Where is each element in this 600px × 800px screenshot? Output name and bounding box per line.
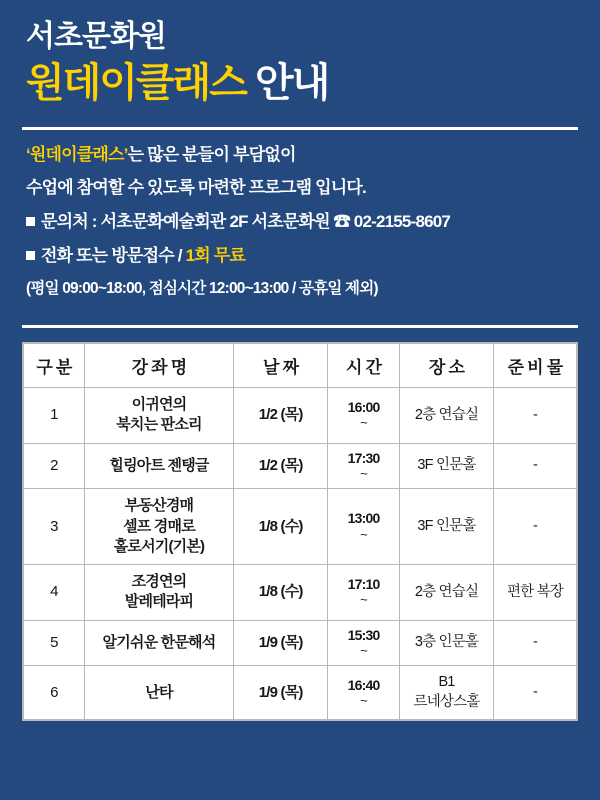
table-row (24, 565, 577, 621)
cell-time-value: 13:00 (347, 510, 380, 527)
application-text: 전화 또는 방문접수 / (41, 246, 186, 266)
description-line-1 (26, 144, 574, 167)
cell-date: 1/2 (목) (234, 388, 328, 444)
description-line-2: 수업에 참여할 수 있도록 마련한 프로그램 입니다. (26, 178, 366, 198)
cell-time (328, 666, 400, 720)
office-hours: (평일 09:00~18:00, 점심시간 12:00~13:00 / 공휴일 제외) (26, 280, 378, 298)
cell-date: 1/9 (목) (234, 666, 328, 720)
contact-text: 문의처 : 서초문화예술회관 2F 서초문화원 ☎ 02-2155-8607 (41, 212, 451, 232)
cell-place: B1 르네상스홀 (400, 666, 494, 720)
class-schedule-table (22, 342, 578, 721)
cell-place: 3F 인문홀 (400, 489, 494, 565)
cell-time-tilde: ~ (360, 692, 367, 708)
cell-time (328, 489, 400, 565)
cell-time-tilde: ~ (360, 526, 367, 542)
poster-title-highlight: 원데이클래스 (26, 60, 246, 105)
cell-no: 5 (24, 620, 85, 666)
cell-item: - (494, 443, 577, 489)
cell-course: 이귀연의 북치는 판소리 (84, 388, 233, 444)
square-bullet-icon (26, 251, 35, 260)
info-block (18, 130, 582, 318)
column-header-no: 구 분 (24, 344, 85, 388)
cell-date: 1/8 (수) (234, 489, 328, 565)
table-row (24, 443, 577, 489)
table-header-row (24, 344, 577, 388)
cell-item: - (494, 489, 577, 565)
free-badge: 1회 무료 (185, 246, 246, 266)
poster-header (18, 0, 582, 113)
cell-time (328, 388, 400, 444)
cell-place: 2층 연습실 (400, 388, 494, 444)
cell-place: 2층 연습실 (400, 565, 494, 621)
description-quoted-term: ‘원데이클래스’ (26, 144, 128, 164)
cell-time-value: 16:00 (347, 399, 380, 416)
column-header-date: 날 짜 (234, 344, 328, 388)
cell-time (328, 443, 400, 489)
cell-time-tilde: ~ (360, 415, 367, 431)
cell-course: 힐링아트 젠탱글 (84, 443, 233, 489)
table-body (24, 388, 577, 720)
cell-place: 3층 인문홀 (400, 620, 494, 666)
cell-time (328, 620, 400, 666)
cell-course: 알기쉬운 한문해석 (84, 620, 233, 666)
table-row (24, 666, 577, 720)
cell-time-value: 15:30 (347, 626, 380, 643)
cell-date: 1/9 (목) (234, 620, 328, 666)
cell-time-tilde: ~ (360, 643, 367, 658)
cell-no: 4 (24, 565, 85, 621)
cell-time-value: 16:40 (347, 676, 380, 693)
column-header-place: 장 소 (400, 344, 494, 388)
cell-course: 부동산경매 셀프 경매로 홀로서기(기본) (84, 489, 233, 565)
cell-time-value: 17:10 (347, 576, 380, 593)
cell-item: 편한 복장 (494, 565, 577, 621)
table-row (24, 489, 577, 565)
info-divider (22, 325, 578, 328)
application-row (26, 245, 574, 268)
table-row (24, 620, 577, 666)
square-bullet-icon (26, 217, 35, 226)
cell-no: 6 (24, 666, 85, 720)
cell-date: 1/2 (목) (234, 443, 328, 489)
cell-item: - (494, 666, 577, 720)
cell-time-tilde: ~ (360, 592, 367, 608)
cell-time (328, 565, 400, 621)
cell-course: 조경연의 발레테라피 (84, 565, 233, 621)
column-header-items: 준 비 물 (494, 344, 577, 388)
cell-course: 난타 (84, 666, 233, 720)
cell-time-value: 17:30 (347, 449, 380, 466)
description-line-1-rest: 는 많은 분들이 부담없이 (127, 144, 296, 164)
poster-title-rest: 안내 (245, 60, 329, 105)
cell-no: 3 (24, 489, 85, 565)
cell-no: 2 (24, 443, 85, 489)
organization-title: 서초문화원 (26, 20, 166, 53)
column-header-time: 시 간 (328, 344, 400, 388)
cell-item: - (494, 620, 577, 666)
cell-no: 1 (24, 388, 85, 444)
cell-item: - (494, 388, 577, 444)
cell-time-tilde: ~ (360, 466, 367, 482)
contact-row (26, 211, 574, 234)
table-row (24, 388, 577, 444)
cell-date: 1/8 (수) (234, 565, 328, 621)
column-header-course: 강 좌 명 (84, 344, 233, 388)
poster-title (26, 59, 574, 107)
cell-place: 3F 인문홀 (400, 443, 494, 489)
